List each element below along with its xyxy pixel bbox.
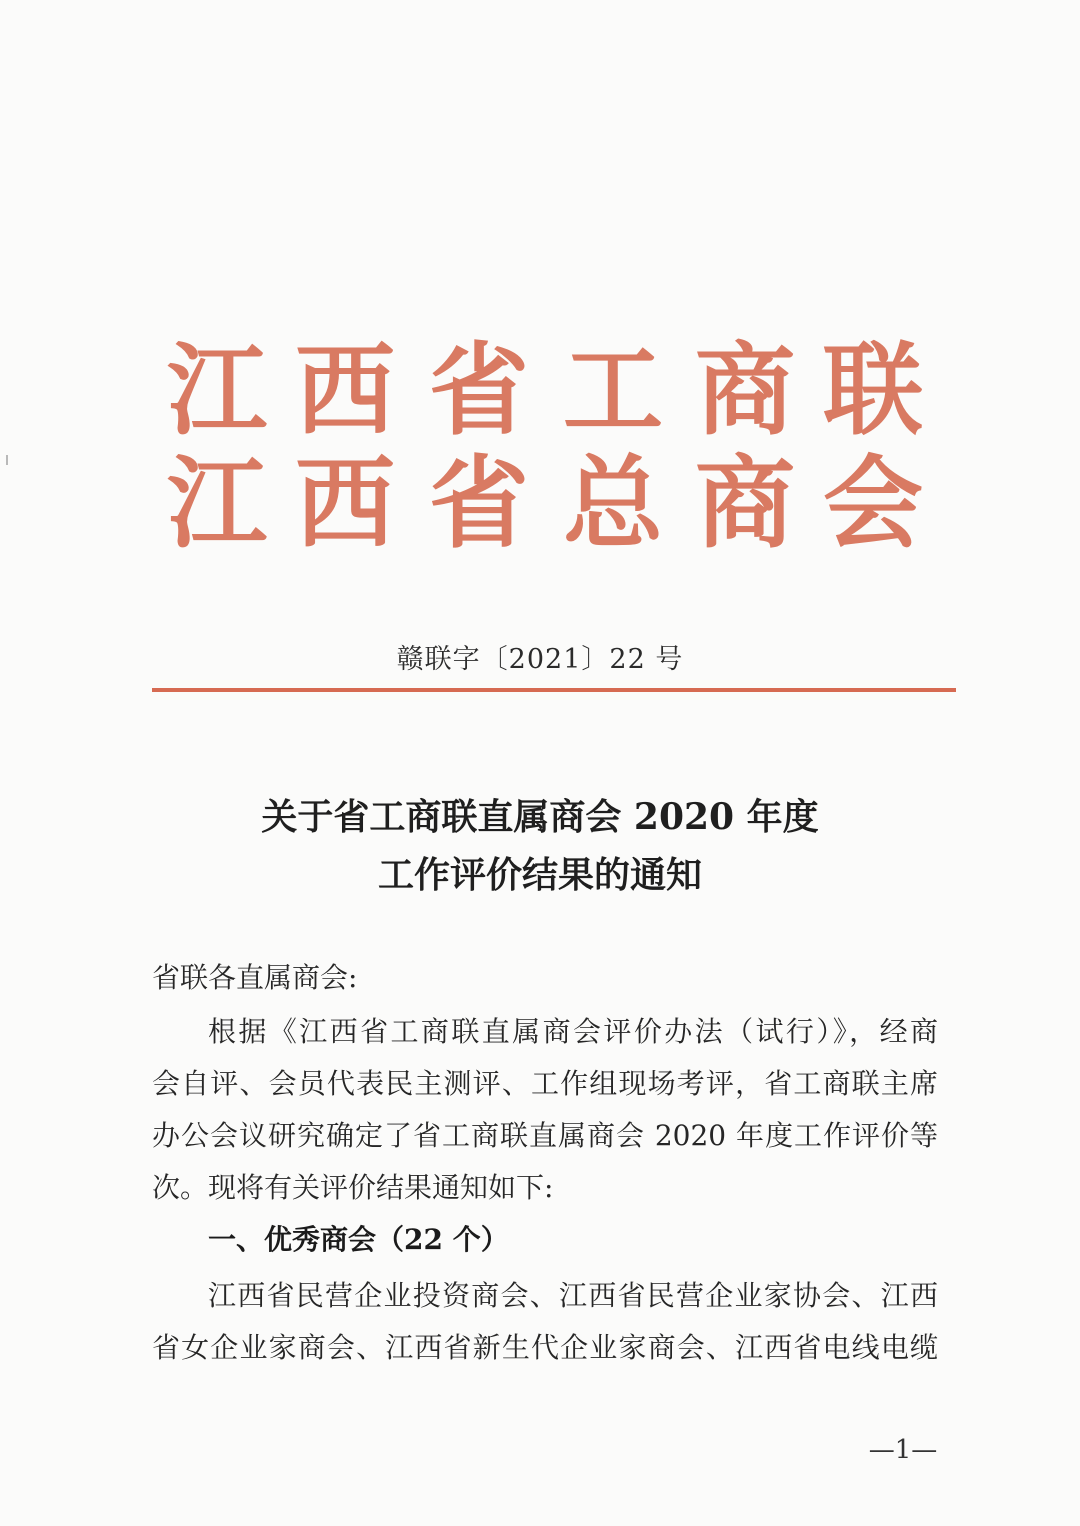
section-heading: 一、优秀商会（22 个） bbox=[208, 1223, 509, 1256]
paragraph-line: 省女企业家商会、江西省新生代企业家商会、江西省电线电缆 bbox=[152, 1331, 938, 1364]
letterhead-char: 商 bbox=[695, 444, 795, 562]
letterhead-char: 总 bbox=[563, 444, 663, 562]
letterhead-char: 工 bbox=[563, 331, 663, 449]
letterhead-char: 江 bbox=[167, 331, 267, 449]
page-number: —1— bbox=[868, 1435, 938, 1465]
document-title-line-1: 关于省工商联直属商会 2020 年度 bbox=[261, 796, 819, 838]
letterhead-line-2 bbox=[0, 444, 1080, 562]
letterhead-line-1 bbox=[0, 331, 1080, 449]
letterhead-char: 西 bbox=[295, 331, 395, 449]
letterhead-char: 江 bbox=[167, 444, 267, 562]
paragraph-line: 次。现将有关评价结果通知如下: bbox=[152, 1171, 554, 1204]
red-divider bbox=[152, 688, 956, 692]
letterhead-char: 会 bbox=[823, 444, 923, 562]
letterhead-char: 联 bbox=[823, 331, 923, 449]
paragraph-line: 江西省民营企业投资商会、江西省民营企业家协会、江西 bbox=[208, 1279, 938, 1312]
letterhead-char: 商 bbox=[695, 331, 795, 449]
document-title-line-2: 工作评价结果的通知 bbox=[377, 854, 702, 896]
letterhead-char: 西 bbox=[295, 444, 395, 562]
letterhead-char: 省 bbox=[429, 331, 529, 449]
salutation: 省联各直属商会: bbox=[152, 961, 358, 994]
letterhead-char: 省 bbox=[429, 444, 529, 562]
paragraph-line: 会自评、会员代表民主测评、工作组现场考评，省工商联主席 bbox=[152, 1067, 938, 1100]
document-number: 赣联字〔2021〕22 号 bbox=[396, 644, 684, 675]
paragraph-line: 办公会议研究确定了省工商联直属商会 2020 年度工作评价等 bbox=[152, 1119, 938, 1152]
paragraph-line: 根据《江西省工商联直属商会评价办法（试行）》，经商 bbox=[208, 1015, 938, 1048]
